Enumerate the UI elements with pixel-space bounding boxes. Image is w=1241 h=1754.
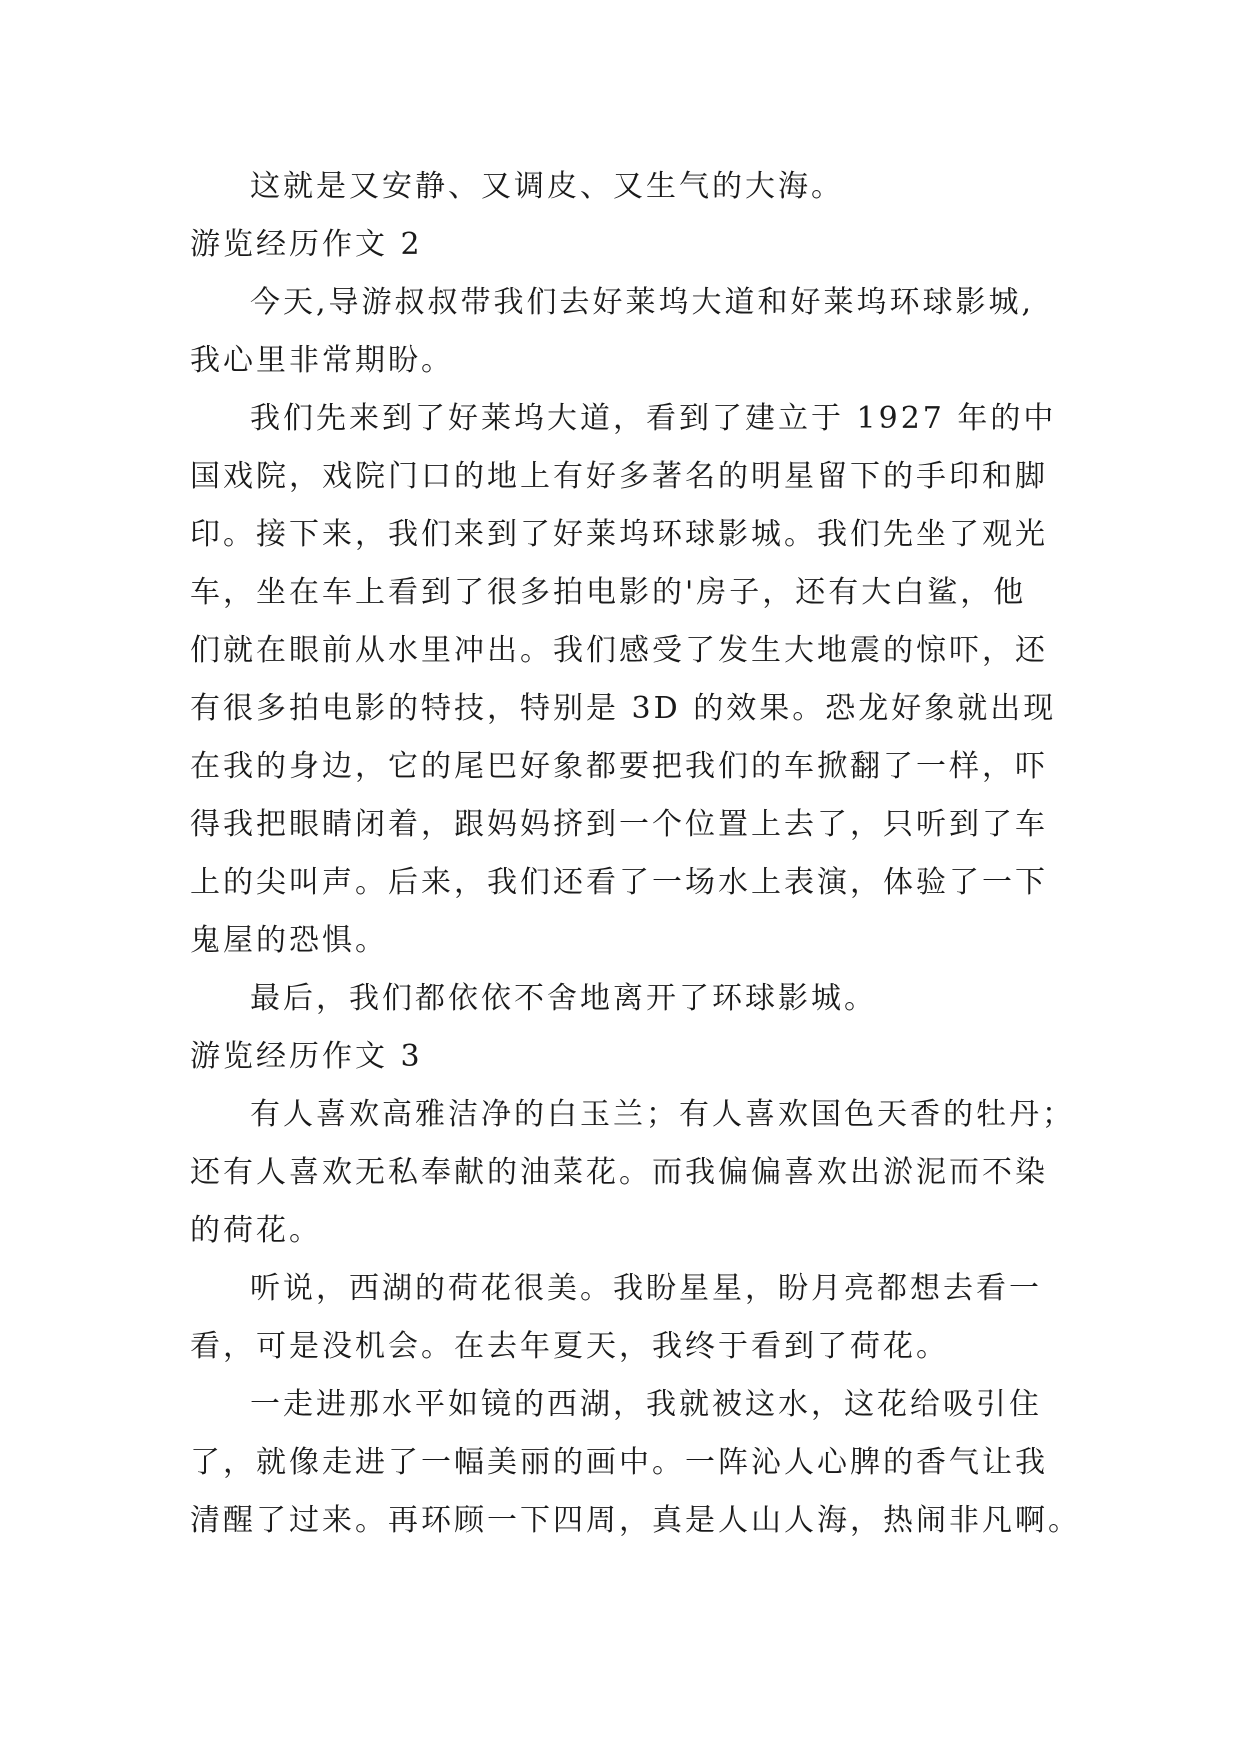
paragraph bbox=[190, 274, 1090, 390]
text-line: 们就在眼前从水里冲出。我们感受了发生大地震的惊吓，还 bbox=[190, 633, 1048, 668]
text-line: 的荷花。 bbox=[190, 1213, 322, 1248]
text-line: 得我把眼睛闭着，跟妈妈挤到一个位置上去了，只听到了车 bbox=[190, 807, 1048, 842]
section-heading bbox=[190, 216, 1090, 274]
text-line: 在我的身边，它的尾巴好象都要把我们的车掀翻了一样，吓 bbox=[190, 749, 1048, 784]
text-line: 国戏院，戏院门口的地上有好多著名的明星留下的手印和脚 bbox=[190, 459, 1048, 494]
text-line: 我心里非常期盼。 bbox=[190, 343, 454, 378]
text-line: 听说，西湖的荷花很美。我盼星星，盼月亮都想去看一 bbox=[250, 1271, 1042, 1306]
text-line: 印。接下来，我们来到了好莱坞环球影城。我们先坐了观光 bbox=[190, 517, 1048, 552]
document-body bbox=[190, 158, 1090, 1550]
section-heading bbox=[190, 1028, 1090, 1086]
text-line: 车，坐在车上看到了很多拍电影的'房子，还有大白鲨，他 bbox=[190, 575, 1027, 610]
text-line: 清醒了过来。再环顾一下四周，真是人山人海，热闹非凡啊。 bbox=[190, 1503, 1081, 1538]
text-line: 有人喜欢高雅洁净的白玉兰；有人喜欢国色天香的牡丹； bbox=[250, 1097, 1075, 1132]
paragraph bbox=[190, 1376, 1090, 1550]
text-line: 了，就像走进了一幅美丽的画中。一阵沁人心脾的香气让我 bbox=[190, 1445, 1048, 1480]
heading-text: 游览经历作文 2 bbox=[190, 227, 423, 262]
text-line: 今天,导游叔叔带我们去好莱坞大道和好莱坞环球影城, bbox=[250, 285, 1035, 320]
paragraph bbox=[190, 390, 1090, 970]
text-line: 最后，我们都依依不舍地离开了环球影城。 bbox=[250, 981, 877, 1016]
text-line: 还有人喜欢无私奉献的油菜花。而我偏偏喜欢出淤泥而不染 bbox=[190, 1155, 1048, 1190]
heading-text: 游览经历作文 3 bbox=[190, 1039, 423, 1074]
paragraph bbox=[190, 158, 1090, 216]
text-line: 有很多拍电影的特技，特别是 3D 的效果。恐龙好象就出现 bbox=[190, 691, 1057, 726]
paragraph bbox=[190, 970, 1090, 1028]
paragraph bbox=[190, 1260, 1090, 1376]
text-line: 我们先来到了好莱坞大道，看到了建立于 1927 年的中 bbox=[250, 401, 1057, 436]
text-line: 一走进那水平如镜的西湖，我就被这水，这花给吸引住 bbox=[250, 1387, 1042, 1422]
text-line: 这就是又安静、又调皮、又生气的大海。 bbox=[250, 169, 844, 204]
text-line: 鬼屋的恐惧。 bbox=[190, 923, 388, 958]
text-line: 看，可是没机会。在去年夏天，我终于看到了荷花。 bbox=[190, 1329, 949, 1364]
paragraph bbox=[190, 1086, 1090, 1260]
text-line: 上的尖叫声。后来，我们还看了一场水上表演，体验了一下 bbox=[190, 865, 1048, 900]
